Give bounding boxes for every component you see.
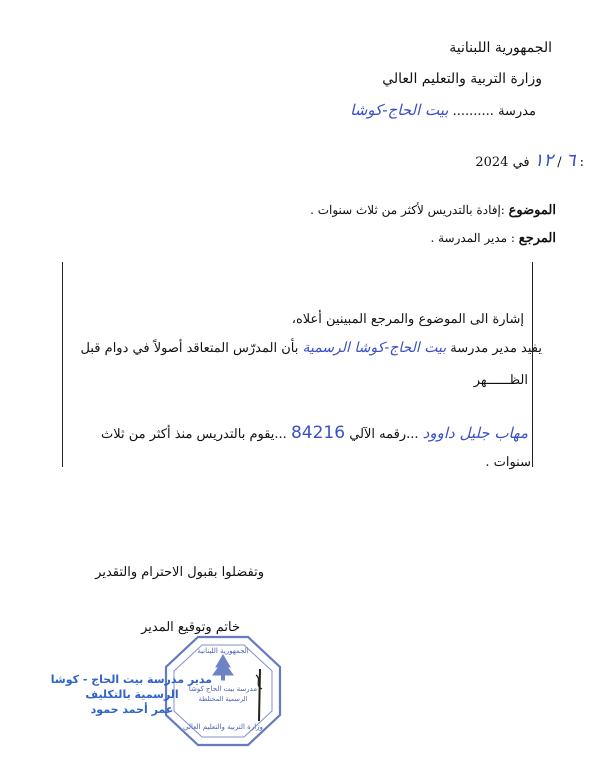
subject-label: الموضوع: [508, 203, 556, 218]
ministry-title: وزارة التربية والتعليم العالي: [382, 71, 542, 87]
school-dots: ..........: [452, 104, 494, 119]
date-year: 2024: [475, 155, 509, 170]
cedar-icon: [213, 655, 233, 680]
reference-label: المرجع: [518, 231, 556, 246]
body-line-4: [101, 423, 528, 443]
school-line: [350, 101, 536, 119]
principal-stamp-line-2: الرسمية بالتكليف: [85, 688, 179, 701]
date-month-handwritten: ٦: [565, 150, 576, 171]
reference-line: [430, 231, 556, 246]
signature-label: خاتم وتوقيع المدير: [141, 620, 240, 635]
teacher-name-handwritten: مهاب جليل داوود: [422, 424, 528, 442]
body-line-2-b: بأن المدرّس المتعاقد أصولاً في دوام قبل: [80, 341, 299, 356]
body-frame-left: [62, 262, 63, 467]
body-line-1: إشارة الى الموضوع والمرجع المبينين أعلاه،: [291, 312, 524, 327]
body-frame-right: [532, 262, 533, 467]
subject-line: [310, 203, 556, 218]
principal-stamp-line-1: مدير مدرسة بيت الحاج - كوشا: [50, 673, 212, 686]
seal-top-text: الجمهورية اللبنانية: [197, 647, 249, 655]
subject-text: :إفادة بالتدريس لأكثر من ثلاث سنوات .: [310, 203, 505, 217]
body-line-2: [81, 340, 542, 356]
seal-mid2-text: الرسمية المختلطة: [198, 695, 248, 703]
body-line-4-b: ...يقوم بالتدريس منذ أكثر من ثلاث: [100, 427, 287, 442]
principal-stamp-line-3: عمر أحمد حمود: [90, 703, 174, 716]
closing-text: وتفضلوا بقبول الاحترام والتقدير: [95, 565, 264, 580]
principal-stamp: [52, 672, 212, 717]
date-line: 2024 ٦ / ١٢ في :: [475, 150, 584, 171]
body-line-4-a: ...رقمه الآلي: [349, 427, 419, 442]
school-label: مدرسة: [498, 104, 536, 119]
seal-bottom-text: وزارة التربية والتعليم العالي: [183, 723, 263, 731]
signature-mark: [240, 665, 280, 725]
body-line-2-a: يفيد مدير مدرسة: [450, 341, 542, 356]
teacher-number-handwritten: 84216: [290, 423, 346, 443]
body-line-5: سنوات .: [485, 455, 531, 470]
republic-title: الجمهورية اللبنانية: [449, 40, 552, 56]
date-label: في :: [512, 155, 584, 170]
body-line-3: الظــــــهر: [473, 373, 528, 388]
seal-mid1-text: مدرسة بيت الحاج كوشا: [188, 685, 258, 693]
school-name-handwritten: بيت الحاج-كوشا: [350, 101, 449, 119]
date-day-handwritten: ١٢: [533, 150, 554, 171]
reference-text: : مدير المدرسة .: [430, 231, 515, 245]
body-school-handwritten: بيت الحاج-كوشا الرسمية: [302, 340, 447, 356]
